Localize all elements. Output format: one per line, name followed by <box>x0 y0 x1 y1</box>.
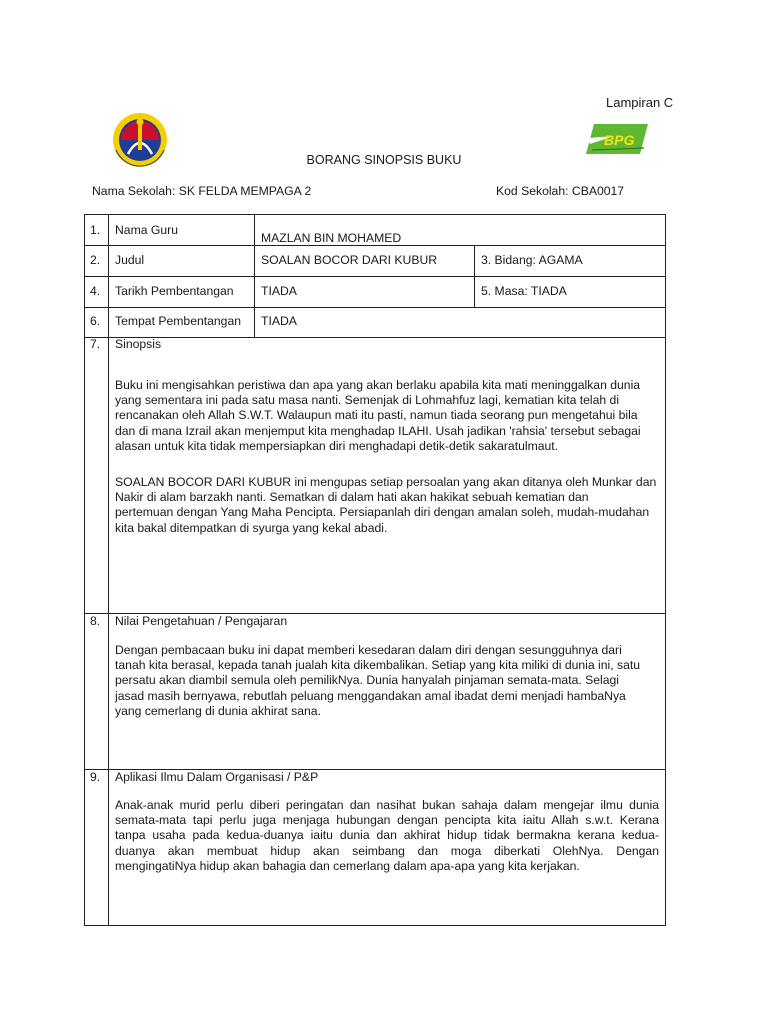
synopsis-paragraph: SOALAN BOCOR DARI KUBUR ini mengupas setiap persoalan yang akan ditanya oleh Munkar dan Nakir di alam barzakh nanti. Sematkan di dalam hati akan hakikat sebuah kematian dan pertemuan dengan Yang Maha Pencipta. Persiapanlah diri dengan amalan soleh, mudah-mudahan kita bakal ditempatkan di syurga yang kekal abadi. <box>115 475 657 535</box>
presentation-date-value: TIADA <box>261 284 297 298</box>
teacher-name-value: MAZLAN BIN MOHAMED <box>261 231 402 245</box>
row-number: 6. <box>90 314 101 328</box>
form-title: BORANG SINOPSIS BUKU <box>306 153 462 167</box>
values-paragraph: Dengan pembacaan buku ini dapat memberi kesedaran dalam diri dengan sesungguhnya dari tanah kita berasal, kepada tanah jualah kita dikembalikan. Setiap yang kita miliki di dunia ini, satu persatu akan diambil semula oleh pemilikNya. Dunia hanyalah pinjaman semata-mata. Selagi jasad masih bernyawa, rebutlah peluang menggandakan amal ibadat demi menjadi hambaNya yang cemerlang di dunia akhirat sana. <box>115 643 641 718</box>
field-value: 3. Bidang: AGAMA <box>481 253 583 267</box>
row-number: 2. <box>90 253 101 267</box>
presentation-place-label: Tempat Pembentangan <box>115 314 242 328</box>
book-title-value: SOALAN BOCOR DARI KUBUR <box>261 253 438 267</box>
row-number: 4. <box>90 284 101 298</box>
annex-label: Lampiran C <box>606 95 674 110</box>
svg-text:BPG: BPG <box>604 132 635 148</box>
time-value: 5. Masa: TIADA <box>481 284 567 298</box>
synopsis-label: Sinopsis <box>115 337 162 351</box>
values-label: Nilai Pengetahuan / Pengajaran <box>115 614 288 628</box>
row-number: 1. <box>90 223 101 237</box>
application-label: Aplikasi Ilmu Dalam Organisasi / P&P <box>115 770 319 784</box>
application-paragraph: Anak-anak murid perlu diberi peringatan dan nasihat bukan sahaja dalam mengejar ilmu dunia semata-mata tapi perlu juga menjaga hubungan dengan pencipta kita iaitu Allah s.w.t. Kerana tanpa usaha pada kedua-duanya iaitu dunia dan akhirat hidup tidak bermakna kerana kedua- duanya akan membuat hidup akan seimbang dan moga diberkati OlehNya. Dengan mengingatiNya hidup akan bahagia dan cemerlang dalam apa-apa yang kita kerjakan. <box>115 798 659 873</box>
school-code: Kod Sekolah: CBA0017 <box>496 184 625 198</box>
synopsis-paragraph: Buku ini mengisahkan peristiwa dan apa yang akan berlaku apabila kita mati meninggalkan dunia yang sementara ini pada satu masa nanti. Semenjak di Lohmahfuz lagi, kematian kita telah di rencanakan oleh Allah S.W.T. Walaupun mati itu pasti, namun tiada seorang pun mengetahui bila dan di mana Izrail akan menjemput kita menghadap ILAHI. Usah jadikan 'rahsia' tersebut sebagai alasan untuk kita tidak mempersiapkan diri menghadapi detik-detik sakaratulmaut. <box>115 378 641 453</box>
teacher-name-label: Nama Guru <box>115 223 178 237</box>
title-label: Judul <box>115 253 145 267</box>
row-number: 8. <box>90 614 101 628</box>
row-number: 9. <box>90 770 101 784</box>
presentation-date-label: Tarikh Pembentangan <box>115 284 234 298</box>
presentation-place-value: TIADA <box>261 314 297 328</box>
school-name: Nama Sekolah: SK FELDA MEMPAGA 2 <box>92 184 312 198</box>
row-number: 7. <box>90 337 101 351</box>
